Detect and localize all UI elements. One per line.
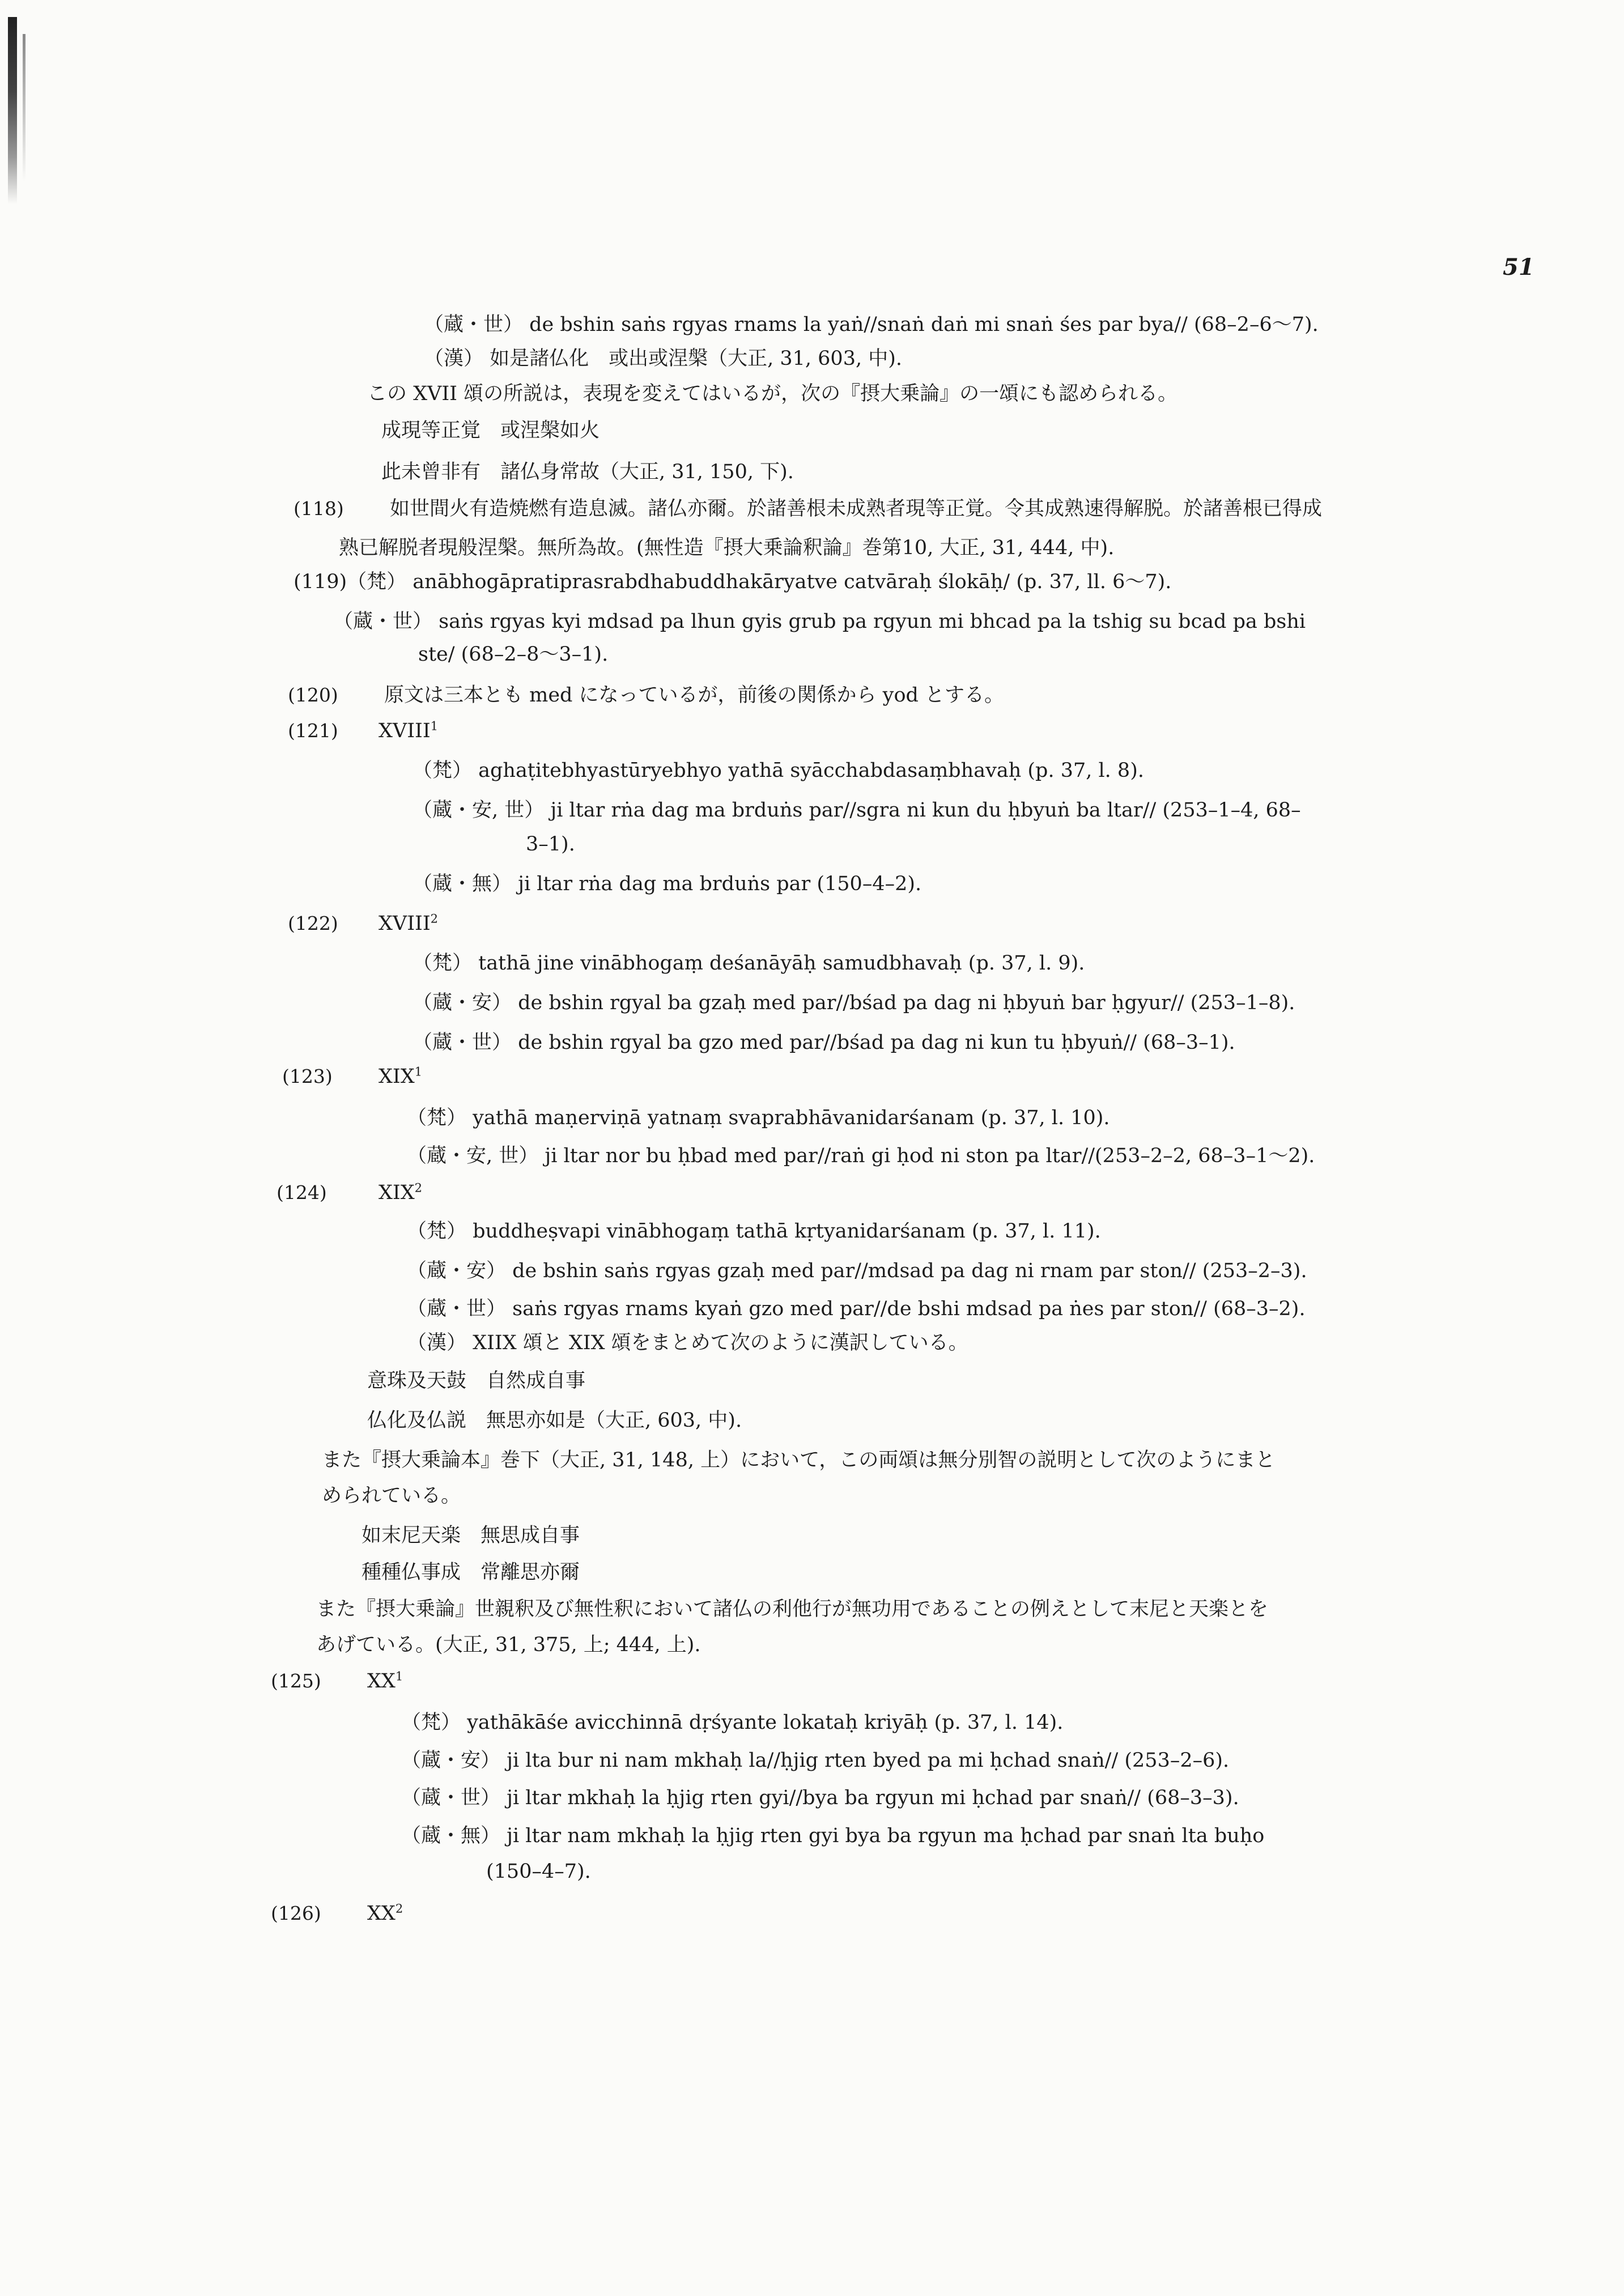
text-line: （蔵・安） ji lta bur ni nam mkhaḥ la//ḥjig rten byed pa mi ḥchad snaṅ// (253–2–6). — [401, 1749, 1230, 1772]
text-line: 意珠及天鼓 自然成自事 — [367, 1370, 586, 1392]
text-line: （梵） tathā jine vinābhogaṃ deśanāyāḥ samudbhavaḥ (p. 37, l. 9). — [413, 952, 1085, 975]
text-line: また『摂大乗論本』巻下（大正, 31, 148, 上）において，この両頌は無分別智の説明として次のようにまと — [322, 1449, 1276, 1472]
note-number: (118) — [294, 498, 344, 520]
note-number: (126) — [271, 1902, 321, 1924]
text-line: 如末尼天楽 無思成自事 — [362, 1524, 580, 1547]
verse-heading: XIX$^2$ — [379, 1181, 423, 1204]
verse-heading: XIX$^1$ — [379, 1065, 423, 1088]
text-line: （蔵・世） de bshin rgyal ba gzo med par//bśad pa dag ni kun tu ḥbyuṅ// (68–3–1). — [413, 1031, 1235, 1054]
note-number: (122) — [288, 912, 338, 934]
text-line: （蔵・無） ji ltar rṅa dag ma brduṅs par (150–4–2). — [413, 873, 922, 895]
text-line: （梵） buddheṣvapi vinābhogaṃ tathā kṛtyanidarśanam (p. 37, l. 11). — [407, 1220, 1101, 1243]
text-line: （蔵・安） de bshin saṅs rgyas gzaḥ med par//mdsad pa dag ni rnam par ston// (253–2–3). — [407, 1260, 1307, 1282]
page-number: 51 — [1503, 254, 1534, 280]
text-line: この XVII 頌の所説は，表現を変えてはいるが，次の『摂大乗論』の一頌にも認められる。 — [367, 382, 1178, 405]
text-line: 熟已解脱者現般涅槃。無所為故。(無性造『摂大乗論釈論』巻第10, 大正, 31, 444, 中). — [339, 537, 1115, 559]
text-line: （蔵・世） de bshin saṅs rgyas rnams la yaṅ//snaṅ daṅ mi snaṅ śes par bya// (68–2–6〜7). — [424, 313, 1319, 336]
text-line: （蔵・世） saṅs rgyas kyi mdsad pa lhun gyis grub pa rgyun mi bhcad pa la tshig su bcad pa bshi — [333, 610, 1306, 633]
text-line: 成現等正覚 或涅槃如火 — [381, 419, 600, 442]
scan-edge-mark — [8, 17, 17, 204]
text-line: （漢） XIIX 頌と XIX 頌をまとめて次のように漢訳している。 — [407, 1332, 968, 1354]
note-number: (120) — [288, 684, 338, 706]
text-line: （蔵・安） de bshin rgyal ba gzaḥ med par//bśad pa dag ni ḥbyuṅ bar ḥgyur// (253–1–8). — [413, 992, 1295, 1014]
text-line: 原文は三本とも med になっているが，前後の関係から yod とする。 — [384, 684, 1005, 707]
text-line: （梵） yathā maṇerviṇā yatnaṃ svaprabhāvanidarśanam (p. 37, l. 10). — [407, 1107, 1110, 1129]
text-line: 此未曾非有 諸仏身常故（大正, 31, 150, 下). — [381, 461, 794, 483]
note-number: (125) — [271, 1670, 321, 1692]
verse-heading: $XX^1$ — [367, 1669, 403, 1693]
note-number: (121) — [288, 720, 338, 742]
text-line: （蔵・無） ji ltar nam mkhaḥ la ḥjig rten gyi bya ba rgyun ma ḥchad par snaṅ lta buḥo — [401, 1825, 1265, 1847]
verse-heading: XVIII$^1$ — [379, 719, 439, 742]
text-line: 如世間火有造焼燃有造息滅。諸仏亦爾。於諸善根未成熟者現等正覚。令其成熟速得解脱。於諸善根已得成 — [390, 498, 1323, 520]
text-line: また『摂大乗論』世親釈及び無性釈において諸仏の利他行が無功用であることの例えとして末尼と天楽とを — [316, 1598, 1269, 1621]
text-line: （蔵・世） saṅs rgyas rnams kyaṅ gzo med par//de bshi mdsad pa ṅes par ston// (68–3–2). — [407, 1298, 1306, 1320]
text-line: (119)（梵） anābhogāpratiprasrabdhabuddhakāryatve catvāraḥ ślokāḥ/ (p. 37, ll. 6〜7). — [294, 571, 1172, 593]
text-line: （蔵・安, 世） ji ltar nor bu ḥbad med par//raṅ gi ḥod ni ston pa ltar//(253–2–2, 68–3–1〜2). — [407, 1145, 1315, 1167]
text-line: ste/ (68–2–8〜3–1). — [418, 643, 609, 666]
text-line: あげている。(大正, 31, 375, 上; 444, 上). — [316, 1634, 701, 1656]
text-line: （梵） aghaṭitebhyastūryebhyo yathā syācchabdasaṃbhavaḥ (p. 37, l. 8). — [413, 759, 1144, 782]
text-line: （蔵・世） ji ltar mkhaḥ la ḥjig rten gyi//bya ba rgyun mi ḥchad par snaṅ// (68–3–3). — [401, 1787, 1239, 1809]
text-line: められている。 — [322, 1485, 461, 1507]
text-line: 種種仏事成 常離思亦爾 — [362, 1561, 580, 1584]
text-line: 3–1). — [526, 833, 575, 856]
text-line: （梵） yathākāśe avicchinnā dṛśyante lokataḥ kriyāḥ (p. 37, l. 14). — [401, 1711, 1064, 1734]
text-line: 仏化及仏説 無思亦如是（大正, 603, 中). — [367, 1409, 742, 1432]
scan-edge-mark-faint — [23, 34, 25, 181]
text-line: (150–4–7). — [486, 1860, 591, 1883]
verse-heading: XVIII$^2$ — [379, 912, 439, 935]
text-line: （蔵・安, 世） ji ltar rṅa dag ma brduṅs par//sgra ni kun du ḥbyuṅ ba ltar// (253–1–4, 68– — [413, 799, 1301, 822]
note-number: (123) — [282, 1065, 333, 1087]
verse-heading: $XX^2$ — [367, 1902, 403, 1925]
note-number: (124) — [277, 1181, 327, 1204]
text-line: （漢） 如是諸仏化 或出或涅槃（大正, 31, 603, 中). — [424, 347, 903, 370]
